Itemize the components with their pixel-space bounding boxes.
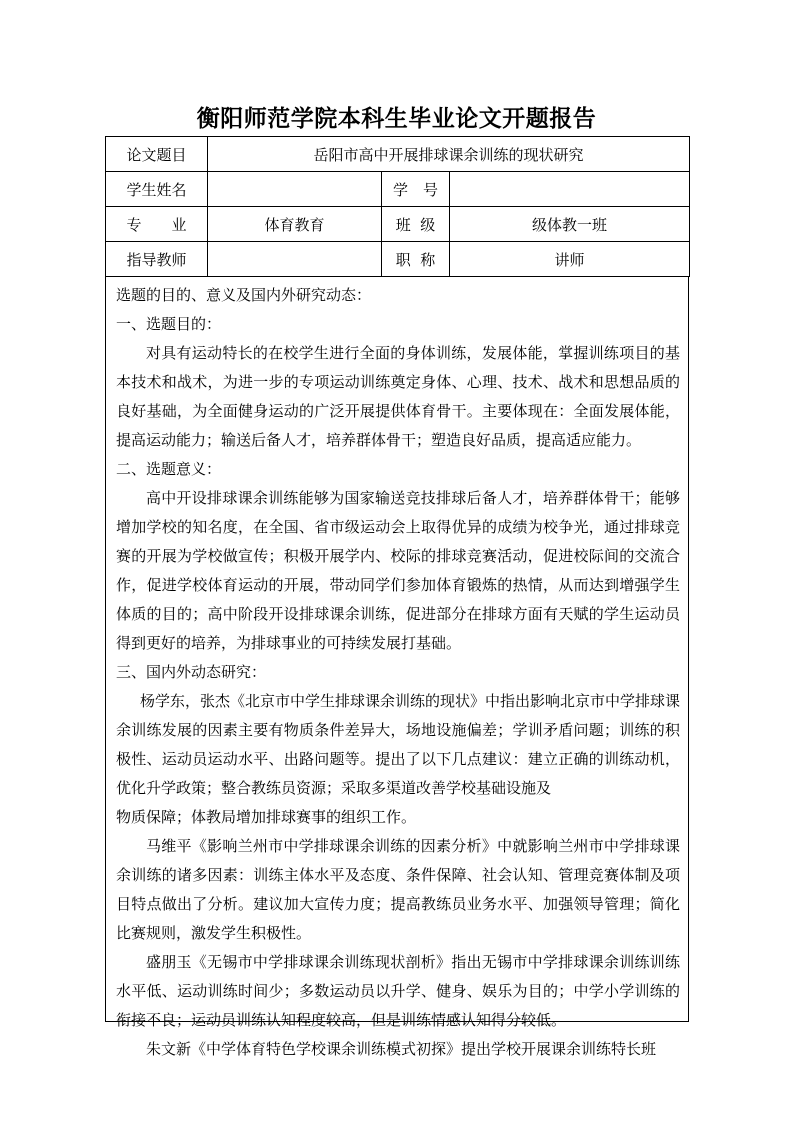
info-table: [105, 136, 690, 277]
thesis-value[interactable]: 岳阳市高中开展排球课余训练的现状研究: [208, 137, 690, 172]
content-intro: 选题的目的、意义及国内外研究动态：: [116, 286, 372, 304]
document-title: 衡阳师范学院本科生毕业论文开题报告: [196, 106, 597, 132]
table-row: [106, 137, 690, 172]
paragraph-research-2: 马维平《影响兰州市中学排球课余训练的因素分析》中就影响兰州市中学排球课余训练的诸多因素：训练主体水平及态度、条件保障、社会认知、管理竞赛体制及项目特点做出了分析。建议加大宣传力度；提高教练员业务水平、加强领导管理；简化比赛规则，激发学生积极性。: [116, 837, 680, 942]
paragraph-research-1: 杨学东，张杰《北京市中学生排球课余训练的现状》中指出影响北京市中学排球课余训练发展的因素主要有物质条件差异大，场地设施偏差；学训矛盾问题；训练的积极性、运动员运动水平、出路问题等。提出了以下几点建议：建立正确的训练动机，优化升学政策；整合教练员资源；采取多渠道改善学校基础设施及: [116, 692, 681, 797]
content-box: [105, 277, 689, 1058]
paragraph-significance: 高中开设排球课余训练能够为国家输送竞技排球后备人才，培养群体骨干；能够增加学校的知名度，在全国、省市级运动会上取得优异的成绩为校争光，通过排球竞赛的开展为学校做宣传；积极开展学内、校际的排球竞赛活动，促进校际间的交流合作，促进学校体育运动的开展，带动同学们参加体育锻炼的热情，从而达到增强学生体质的目的；高中阶段开设排球课余训练，促进部分在排球方面有天赋的学生运动员得到更好的培养，为排球事业的可持续发展打基础。: [116, 489, 680, 652]
major-value[interactable]: 体育教育: [208, 207, 382, 242]
rank-label: 职 称: [382, 242, 450, 277]
table-row: [106, 242, 690, 277]
table-row: [106, 207, 690, 242]
student-name-label: 学生姓名: [106, 172, 208, 207]
class-label: 班 级: [382, 207, 450, 242]
table-row: [106, 172, 690, 207]
advisor-value[interactable]: [208, 242, 382, 277]
section-heading-purpose: 一、选题目的：: [116, 315, 222, 333]
paragraph-purpose: 对具有运动特长的在校学生进行全面的身体训练，发展体能，掌握训练项目的基本技术和战术，为进一步的专项运动训练奠定身体、心理、技术、战术和思想品质的良好基础，为全面健身运动的广泛开展提供体育骨干。主要体现在：全面发展体能，提高运动能力；输送后备人才，培养群体骨干；塑造良好品质，提高适应能力。: [116, 344, 680, 449]
paragraph-research-4: 朱文新《中学体育特色学校课余训练模式初探》提出学校开展课余训练特长班: [146, 1040, 657, 1058]
paragraph-research-1-cont: 物质保障；体教局增加排球赛事的组织工作。: [116, 808, 417, 826]
major-label: 专 业: [106, 207, 208, 242]
paragraph-research-3: 盛朋玉《无锡市中学排球课余训练现状剖析》指出无锡市中学排球课余训练训练水平低、运动训练时间少；多数运动员以升学、健身、娱乐为目的；中学小学训练的衔接不良；运动员训练认知程度较高，但是训练情感认知得分较低。: [116, 953, 680, 1029]
section-heading-significance: 二、选题意义：: [116, 460, 222, 478]
student-name-value[interactable]: [208, 172, 382, 207]
student-number-label: 学 号: [382, 172, 450, 207]
student-number-value[interactable]: [450, 172, 690, 207]
rank-value[interactable]: 讲师: [450, 242, 690, 277]
section-heading-research: 三、国内外动态研究：: [116, 663, 267, 681]
class-value[interactable]: 级体教一班: [450, 207, 690, 242]
thesis-label: 论文题目: [106, 137, 208, 172]
advisor-label: 指导教师: [106, 242, 208, 277]
